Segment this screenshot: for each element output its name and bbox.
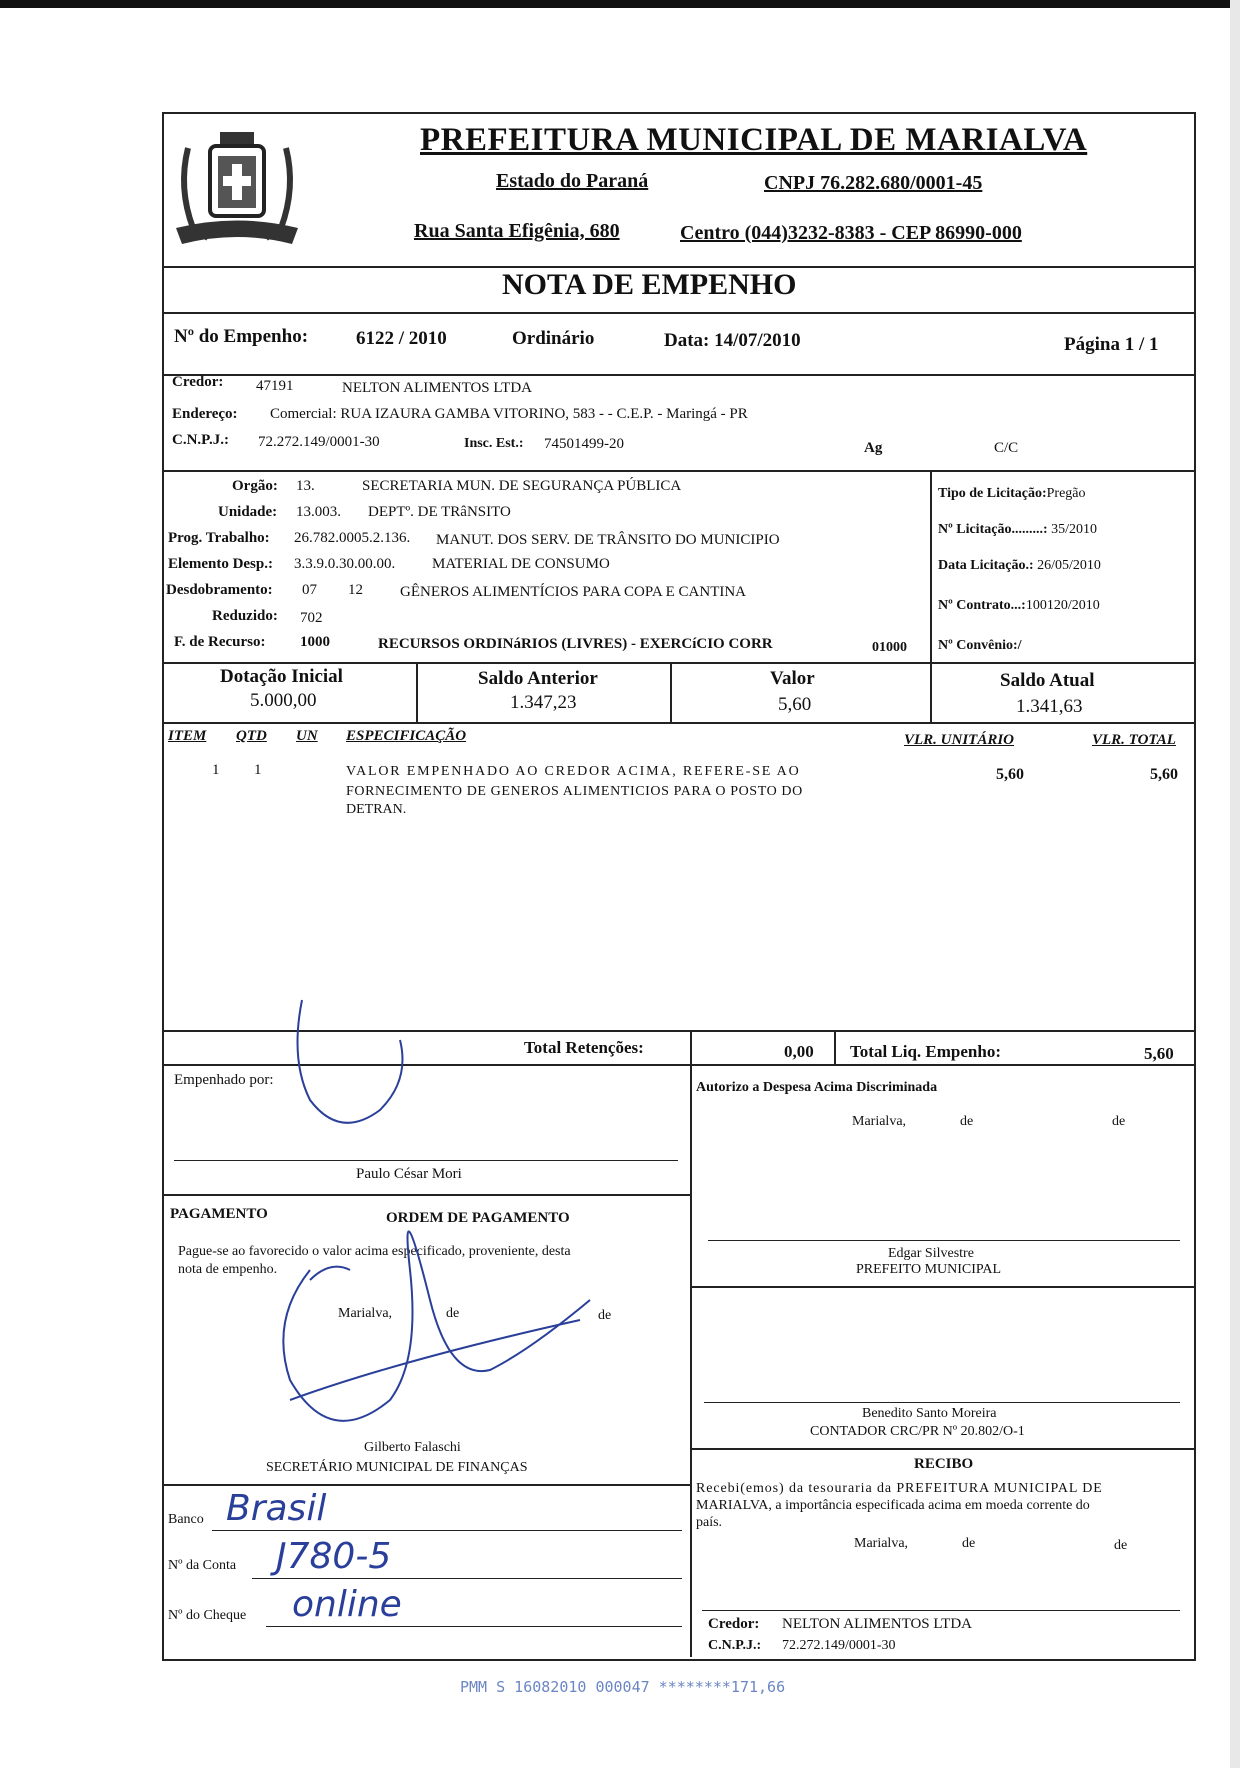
saldo-anterior-label: Saldo Anterior [478,668,598,689]
recibo-cnpj-label: C.N.P.J.: [708,1638,762,1653]
recibo-text1: Recebi(emos) da tesouraria da PREFEITURA MUNICIPAL DE [696,1481,1103,1496]
saldo-atual-label: Saldo Atual [1000,670,1095,691]
recurso-name: RECURSOS ORDINáRIOS (LIVRES) - EXERCíCIO CORR [378,636,773,652]
recibo-text3: país. [696,1515,723,1530]
divider [690,1030,692,1064]
contador-role: CONTADOR CRC/PR Nº 20.802/O-1 [810,1424,1025,1439]
elemento-code: 3.3.9.0.30.00.00. [294,556,396,572]
divider [162,470,1194,472]
cc-label: C/C [994,440,1019,456]
credor-cnpj: 72.272.149/0001-30 [258,434,380,450]
tipo-licitacao-value: Pregão [1046,486,1086,501]
address-label: Endereço: [172,406,238,422]
header-title: PREFEITURA MUNICIPAL DE MARIALVA [420,122,1088,158]
secretario-role: SECRETÁRIO MUNICIPAL DE FINANÇAS [266,1460,528,1475]
recibo-credor-label: Credor: [708,1616,760,1632]
pagamento-de1: de [446,1306,460,1321]
divider [162,1484,692,1486]
pagamento-text2: nota de empenho. [178,1262,278,1277]
cheque-label: Nº do Cheque [168,1608,247,1623]
coat-of-arms-icon [168,128,306,258]
recurso-code: 1000 [300,634,330,650]
divider [670,662,672,722]
conta-value[interactable]: J780-5 [276,1536,392,1577]
col-un: UN [296,728,318,744]
empenho-type: Ordinário [512,328,595,349]
credor-address: Comercial: RUA IZAURA GAMBA VITORINO, 583 - - C.E.P. - Maringá - PR [270,406,748,422]
header-district: Centro (044)3232-8383 - CEP 86990-000 [680,222,1022,244]
footer-stamp: PMM S 16082010 000047 ********171,66 [460,1678,786,1696]
num-licitacao-label: Nº Licitação.........: 35/2010 [938,522,1097,537]
pagamento-label: PAGAMENTO [170,1206,268,1222]
saldo-atual-value: 1.341,63 [1016,696,1083,717]
empenho-label: Nº do Empenho: [174,326,309,347]
recibo-de2: de [1114,1538,1128,1553]
divider [690,1064,692,1657]
col-vlr-unitario: VLR. UNITÁRIO [904,732,1015,748]
recibo-label: RECIBO [914,1456,974,1472]
recurso-label: F. de Recurso: [174,634,266,650]
prog-name: MANUT. DOS SERV. DE TRÂNSITO DO MUNICIPIO [436,532,780,548]
desdob-label: Desdobramento: [166,582,273,598]
saldo-anterior-value: 1.347,23 [510,692,577,713]
convenio-label: Nº Convênio:/ [938,638,1022,653]
col-qtd: QTD [236,728,267,744]
page-number: Página 1 / 1 [1064,334,1159,355]
desdob-b: 12 [348,582,363,598]
contrato-value: 100120/2010 [1025,598,1100,613]
ordem-pagamento-label: ORDEM DE PAGAMENTO [386,1210,570,1226]
prefeito-signer: Edgar Silvestre [888,1246,974,1261]
item-total-value: 5,60 [1150,766,1178,783]
recurso-extra: 01000 [872,640,907,655]
data-licitacao-label: Data Licitação.: 26/05/2010 [938,558,1101,573]
divider [690,1448,1194,1450]
header-cnpj: CNPJ 76.282.680/0001-45 [764,172,983,194]
orgao-code: 13. [296,478,315,494]
autorizo-de2: de [1112,1114,1126,1129]
signature-line [702,1610,1180,1611]
payment-signature-icon [250,1120,650,1480]
autorizo-place: Marialva, [852,1114,907,1129]
reduzido-label: Reduzido: [212,608,278,624]
prog-code: 26.782.0005.2.136. [294,530,411,546]
divider [416,662,418,722]
dotacao-label: Dotação Inicial [220,666,343,687]
pagamento-de2: de [598,1308,612,1323]
elemento-label: Elemento Desp.: [168,556,273,572]
header-address: Rua Santa Efigênia, 680 [414,220,620,242]
tipo-licitacao-label: Tipo de Licitação:Pregão [938,486,1086,501]
banco-line [212,1530,682,1531]
item-desc-line3: DETRAN. [346,802,407,817]
scan-edge [0,0,1240,8]
divider [930,662,932,722]
credor-code: 47191 [256,378,294,394]
recibo-de1: de [962,1536,976,1551]
valor-value: 5,60 [778,694,812,715]
banco-label: Banco [168,1512,204,1527]
cnpj-label: C.N.P.J.: [172,432,229,448]
divider [930,470,932,662]
orgao-name: SECRETARIA MUN. DE SEGURANÇA PÚBLICA [362,478,682,494]
recibo-text [696,1480,1184,1531]
recibo-text2: MARIALVA, a importância especificada acima em moeda corrente do [696,1498,1090,1513]
elemento-name: MATERIAL DE CONSUMO [432,556,610,572]
credor-insc: 74501499-20 [544,436,624,452]
item-number: 1 [212,762,220,778]
banco-value[interactable]: Brasil [226,1488,327,1529]
recibo-cnpj: 72.272.149/0001-30 [782,1638,896,1653]
pagamento-place: Marialva, [338,1306,393,1321]
divider [162,374,1194,376]
item-qtd: 1 [254,762,262,778]
item-desc-line1: VALOR EMPENHADO AO CREDOR ACIMA, REFERE-SE AO [346,764,801,779]
empenhado-signer: Paulo César Mori [356,1166,462,1182]
retencoes-label: Total Retenções: [524,1038,644,1057]
divider [690,1286,1194,1288]
credor-label: Credor: [172,374,224,390]
divider [162,722,1194,724]
conta-label: Nº da Conta [168,1558,237,1573]
cheque-line [266,1626,682,1627]
col-especificacao: ESPECIFICAÇÃO [346,728,467,744]
unidade-name: DEPTº. DE TRâNSITO [368,504,511,520]
scan-edge-right [1230,0,1240,1768]
liq-empenho-value: 5,60 [1144,1044,1174,1063]
retencoes-value: 0,00 [784,1042,814,1061]
contador-signer: Benedito Santo Moreira [862,1406,997,1421]
divider [834,1030,836,1064]
pagamento-text1: Pague-se ao favorecido o valor acima especificado, proveniente, desta [178,1244,571,1259]
desdob-name: GÊNEROS ALIMENTÍCIOS PARA COPA E CANTINA [400,584,747,600]
autorizo-de1: de [960,1114,974,1129]
empenho-number: 6122 / 2010 [356,328,447,349]
reduzido-value: 702 [300,610,323,626]
ag-label: Ag [864,440,883,456]
orgao-label: Orgão: [232,478,278,494]
empenhado-label: Empenhado por: [174,1072,274,1088]
num-licitacao-value: 35/2010 [1051,522,1097,537]
divider [162,312,1194,314]
unidade-label: Unidade: [218,504,278,520]
col-item: ITEM [168,728,207,744]
dotacao-value: 5.000,00 [250,690,317,711]
recibo-credor-name: NELTON ALIMENTOS LTDA [782,1616,973,1632]
desdob-a: 07 [302,582,317,598]
data-licitacao-value: 26/05/2010 [1037,558,1101,573]
header-state: Estado do Paraná [496,170,649,192]
col-vlr-total: VLR. TOTAL [1092,732,1176,748]
empenho-date: Data: 14/07/2010 [664,330,801,351]
cheque-value[interactable]: online [292,1584,402,1625]
item-desc-line2: FORNECIMENTO DE GENEROS ALIMENTICIOS PARA O POSTO DO [346,784,803,799]
conta-line [252,1578,682,1579]
prefeito-role: PREFEITO MUNICIPAL [856,1262,1002,1277]
credor-name: NELTON ALIMENTOS LTDA [342,380,533,396]
doc-title: NOTA DE EMPENHO [502,268,797,301]
signature-line [708,1240,1180,1241]
item-unit-value: 5,60 [996,766,1024,783]
signature-line [704,1402,1180,1403]
secretario-signer: Gilberto Falaschi [364,1440,461,1455]
insc-label: Insc. Est.: [464,436,524,451]
valor-label: Valor [770,668,815,689]
prog-label: Prog. Trabalho: [168,530,270,546]
divider [162,662,1194,664]
liq-empenho-label: Total Liq. Empenho: [850,1042,1001,1061]
recibo-place: Marialva, [854,1536,909,1551]
unidade-code: 13.003. [296,504,341,520]
autorizo-label: Autorizo a Despesa Acima Discriminada [696,1080,938,1095]
contrato-label: Nº Contrato...:100120/2010 [938,598,1100,613]
